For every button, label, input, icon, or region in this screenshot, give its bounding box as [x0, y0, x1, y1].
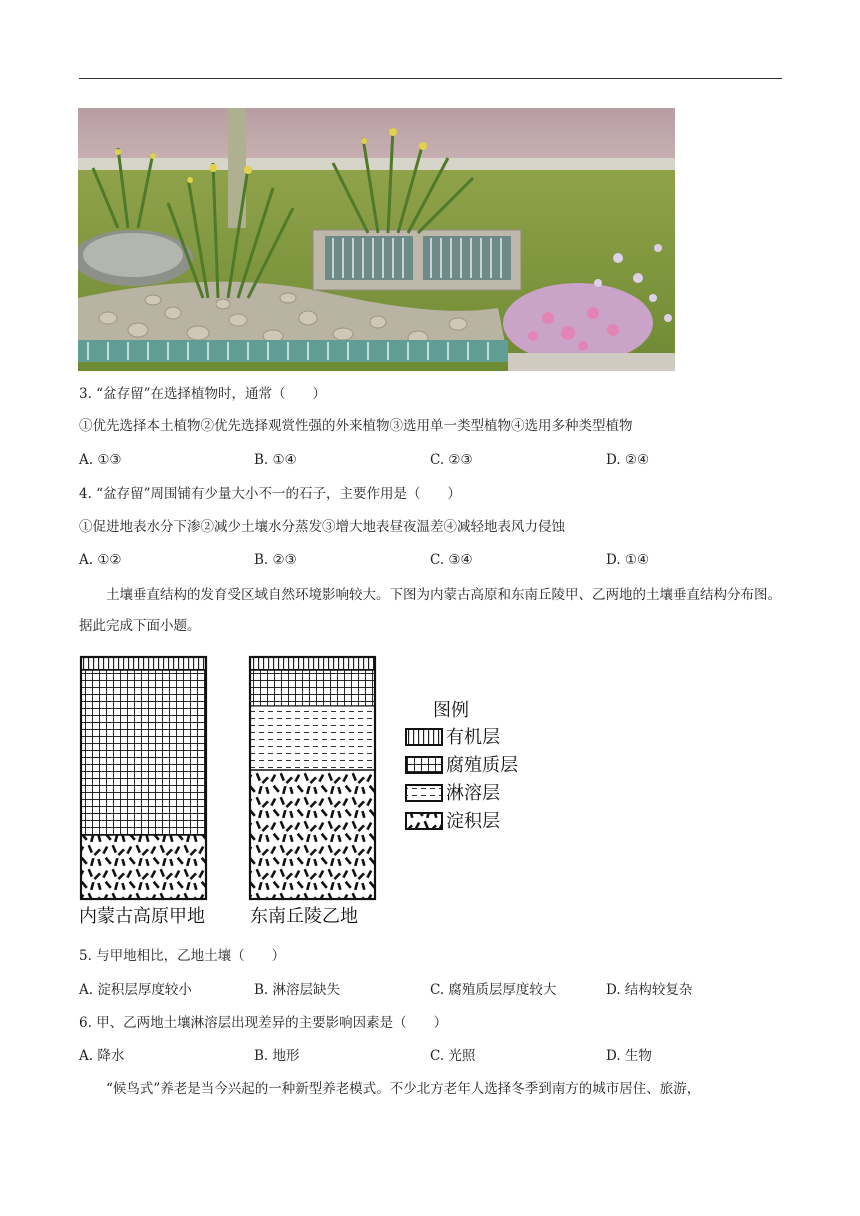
q3-stem: 3. “盆存留”在选择植物时，通常（ ）: [79, 386, 326, 402]
q4-option-a[interactable]: A. ①②: [79, 552, 122, 568]
q4-stem: 4. “盆存留”周围铺有少量大小不一的石子，主要作用是（ ）: [79, 486, 461, 502]
q3-option-c[interactable]: C. ②③: [430, 452, 473, 468]
q6-option-a[interactable]: A. 降水: [79, 1048, 125, 1064]
q6-option-c[interactable]: C. 光照: [430, 1048, 476, 1064]
rain-garden-photo: [78, 108, 675, 371]
q4-option-c[interactable]: C. ③④: [430, 552, 473, 568]
q6-stem: 6. 甲、乙两地土壤淋溶层出现差异的主要影响因素是（ ）: [79, 1015, 448, 1031]
q3-statements: ①优先选择本土植物②优先选择观赏性强的外来植物③选用单一类型植物④选用多种类型植物: [79, 418, 633, 434]
q3-option-b[interactable]: B. ①④: [254, 452, 297, 468]
q5-option-d[interactable]: D. 结构较复杂: [606, 982, 693, 998]
header-rule: [79, 78, 782, 79]
intro-paragraph: 土壤垂直结构的发育受区域自然环境影响较大。下图为内蒙古高原和东南丘陵甲、乙两地的土壤垂直结构分布图。据此完成下面小题。: [79, 587, 781, 634]
q5-option-b[interactable]: B. 淋溶层缺失: [254, 982, 341, 998]
q4-statements: ①促进地表水分下渗②减少土壤水分蒸发③增大地表昼夜温差④减轻地表风力侵蚀: [79, 519, 565, 535]
q5-stem: 5. 与甲地相比，乙地土壤（ ）: [79, 948, 286, 964]
q5-option-c[interactable]: C. 腐殖质层厚度较大: [430, 982, 557, 998]
q3-option-d[interactable]: D. ②④: [606, 452, 650, 468]
legend-label-illuvial: 淀积层: [446, 811, 500, 832]
next-paragraph: “候鸟式”养老是当今兴起的一种新型养老模式。不少北方老年人选择冬季到南方的城市居住、旅游，: [106, 1081, 701, 1097]
q4-option-d[interactable]: D. ①④: [606, 552, 650, 568]
legend-label-eluvial: 淋溶层: [446, 783, 500, 804]
legend-label-organic: 有机层: [446, 727, 500, 748]
q5-option-a[interactable]: A. 淀积层厚度较小: [79, 982, 192, 998]
label-jia: 内蒙古高原甲地: [79, 906, 205, 927]
legend-label-humus: 腐殖质层: [446, 755, 518, 776]
label-yi: 东南丘陵乙地: [250, 906, 358, 927]
soil-profile-figure: [78, 652, 538, 934]
q6-option-b[interactable]: B. 地形: [254, 1048, 300, 1064]
legend-title: 图例: [433, 700, 469, 721]
q4-option-b[interactable]: B. ②③: [254, 552, 297, 568]
q3-option-a[interactable]: A. ①③: [79, 452, 122, 468]
q6-option-d[interactable]: D. 生物: [606, 1048, 652, 1064]
